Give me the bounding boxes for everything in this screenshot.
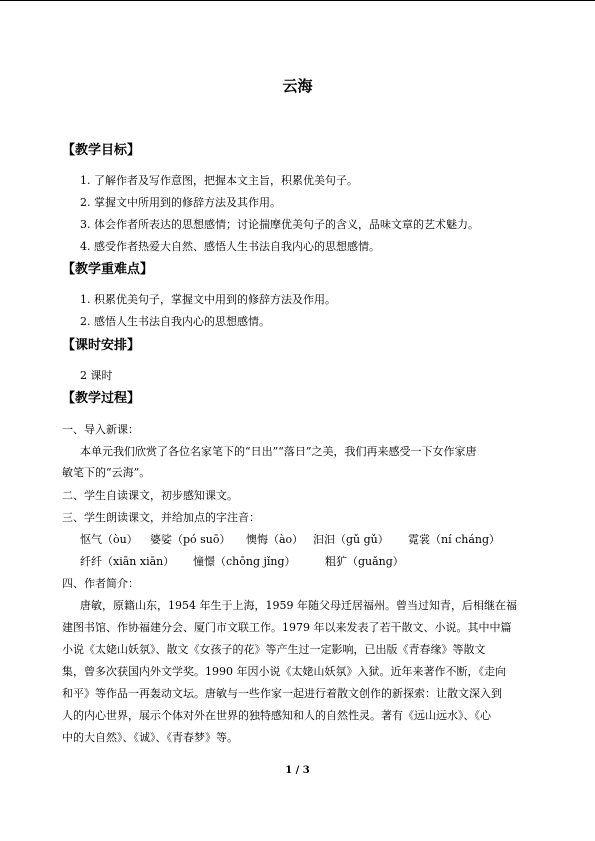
key-point-item: 1. 积累优美句子，掌握文中用到的修辞方法及作用。 [80,293,336,306]
goal-item: 1. 了解作者及写作意图，把握本文主旨，积累优美句子。 [80,174,358,187]
page-number: 1 / 3 [285,765,310,776]
process-step-3: 三、学生朗读课文，并给加点的字注音： [62,511,260,524]
pinyin-item: 汩汩（gǔ gǔ） [313,533,389,546]
paragraph-line: 本单元我们欣赏了各位名家笔下的“日出”“落日”之美，我们再来感受一下女作家唐 [80,445,477,458]
goal-item: 3. 体会作者所表达的思想感情；讨论揣摩优美句子的含义，品味文章的艺术魅力。 [80,218,479,231]
paragraph-line: 和平》等作品一再轰动文坛。唐敏与一些作家一起进行着散文创作的新探索：让散文深入到 [62,687,502,700]
paragraph-line: 中的大自然》、《诚》、《青春梦》等。 [62,731,238,744]
paragraph-line: 集，曾多次获国内外文学奖。1990 年因小说《太姥山妖氛》入狱。近年来著作不断，《走向 [62,665,506,678]
pinyin-item: 粗犷（guǎng） [325,555,404,568]
pinyin-item: 霓裳（ní cháng） [408,533,501,546]
pinyin-item: 怄气（òu） [80,533,138,546]
pinyin-item: 纤纤（xiān xiān） [80,555,175,568]
section-heading-schedule: 【课时安排】 [62,338,141,353]
section-heading-process: 【教学过程】 [62,391,141,406]
process-step-2: 二、学生自读课文，初步感知课文。 [62,489,238,502]
goal-item: 4. 感受作者热爱大自然、感悟人生书法自我内心的思想感情。 [80,240,380,253]
schedule-text: 2 课时 [80,369,113,382]
paragraph-line: 唐敏，原籍山东，1954 年生于上海，1959 年随父母迁居福州。曾当过知青，后相继在福 [80,599,517,612]
pinyin-item: 憧憬（chōng jǐng） [193,555,296,568]
paragraph-line: 敏笔下的“云海”。 [62,466,151,479]
key-point-item: 2. 感悟人生书法自我内心的思想感情。 [80,315,270,328]
header-rule [0,0,595,1]
pinyin-item: 婆娑（pó suō） [150,533,231,546]
section-heading-goals: 【教学目标】 [62,143,141,158]
paragraph-line: 小说《太姥山妖氛》、散文《女孩子的花》等产生过一定影响，已出版《青春缘》等散文 [62,643,486,656]
goal-item: 2. 掌握文中所用到的修辞方法及其作用。 [80,196,281,209]
section-heading-key-points: 【教学重难点】 [62,262,154,277]
pinyin-item: 懊悔（ào） [246,533,304,546]
paragraph-line: 人的内心世界，展示个体对外在世界的独特感知和人的自然性灵。著有《远山远水》、《心 [62,709,491,722]
paragraph-line: 建图书馆、作协福建分会、厦门市文联工作。1979 年以来发表了若干散文、小说。其中中篇 [62,621,512,634]
process-step-4: 四、作者简介： [62,577,139,590]
page-title: 云海 [282,77,313,95]
process-step-1: 一、导入新课： [62,423,139,436]
